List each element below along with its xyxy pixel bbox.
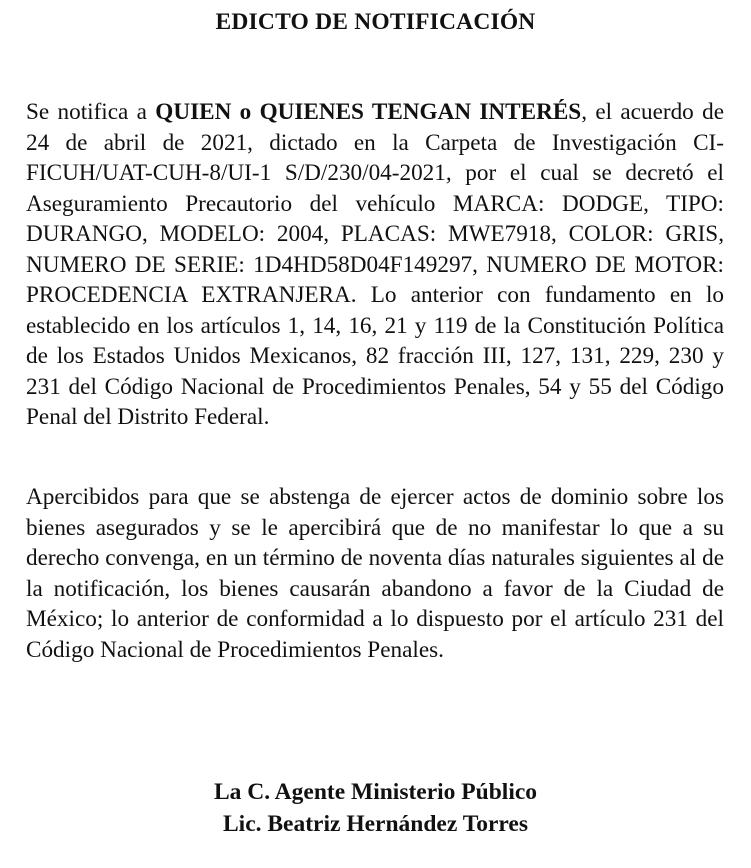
notification-addressee: QUIEN o QUIENES TENGAN INTERÉS xyxy=(155,99,582,125)
signature-role: La C. Agente Ministerio Público xyxy=(213,779,538,805)
notification-intro: Se notifica a xyxy=(26,99,156,125)
document-title: EDICTO DE NOTIFICACIÓN xyxy=(215,9,536,35)
notification-paragraph xyxy=(26,97,724,433)
warning-paragraph: Apercibidos para que se abstenga de ejercer actos de dominio sobre los bienes asegurados y se le apercibirá que de no manifestar lo que a su derecho convenga, en un término de noventa días naturales siguientes al de la notificación, los bienes causarán abandono a favor de la Ciudad de México; lo anterior de conformidad a lo dispuesto por el artículo 231 del Código Nacional de Procedimientos Penales. xyxy=(26,484,724,663)
signature-name: Lic. Beatriz Hernández Torres xyxy=(222,811,529,837)
signature-block xyxy=(0,776,751,840)
notification-body: , el acuerdo de 24 de abril de 2021, dictado en la Carpeta de Investigación CI-FICUH/UAT-CUH-8/UI-1 S/D/230/04-2021, por el cual se decretó el Aseguramiento Precautorio del vehículo MARCA: DODGE, TIPO: DURANGO, MODELO: 2004, PLACAS: MWE7918, COLOR: GRIS, NUMERO DE SERIE: 1D4HD58D04F149297, NUMERO DE MOTOR: PROCEDENCIA EXTRANJERA. Lo anterior con fundamento en lo establecido en los artículos 1, 14, 16, 21 y 119 de la Constitución Política de los Estados Unidos Mexicanos, 82 fracción III, 127, 131, 229, 230 y 231 del Código Nacional de Procedimientos Penales, 54 y 55 del Código Penal del Distrito Federal. xyxy=(26,99,724,430)
